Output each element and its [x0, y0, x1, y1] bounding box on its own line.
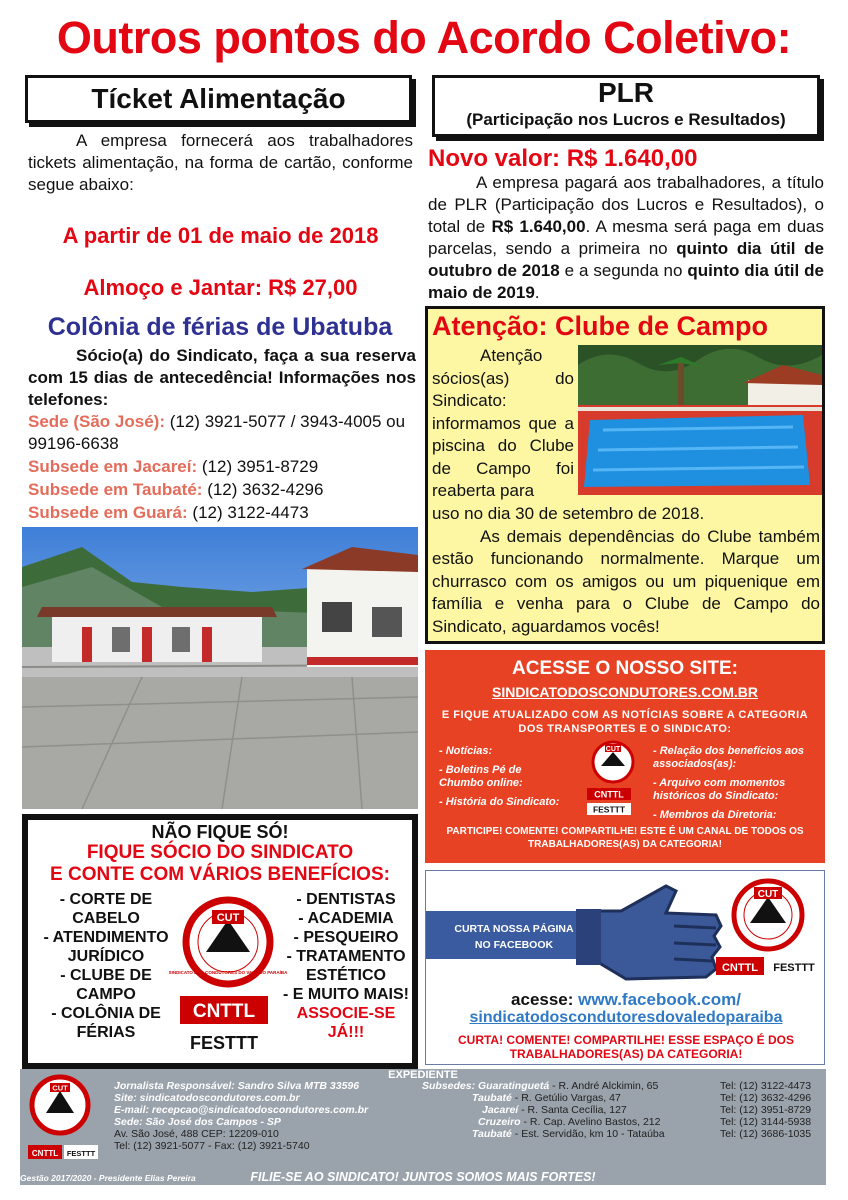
plr-value-line: Novo valor: R$ 1.640,00: [428, 145, 698, 172]
ticket-title: Tícket Alimentação: [25, 75, 412, 123]
site-title: ACESSE O NOSSO SITE:: [512, 658, 738, 679]
phone-value: (12) 3951-8729: [201, 457, 319, 476]
list-item[interactable]: - Arquivo com momentos históricos do Sindicato:: [653, 777, 786, 802]
plr-text-2: . A mesma será paga em duas parcelas, sendo a primeira no: [428, 217, 824, 258]
site-right-list: [653, 745, 823, 828]
socio-line-3: E CONTE COM VÁRIOS BENEFÍCIOS:: [50, 864, 390, 885]
festtt-logo-text: FESTTT: [592, 804, 626, 815]
curta-line-2: NO FACEBOOK: [474, 939, 554, 951]
colonia-title: Colônia de férias de Ubatuba: [47, 313, 393, 341]
cut-logo-text: CUT: [52, 1083, 68, 1093]
associe-text: ASSOCIE-SE JÁ!!!: [296, 1005, 396, 1041]
footer-sede: Sede: São José dos Campos - SP: [114, 1116, 281, 1128]
phone-label: Subsede em Taubaté:: [28, 480, 203, 499]
facebook-logos: [716, 877, 820, 987]
facebook-note: CURTA! COMENTE! COMPARTILHE! ESSE ESPAÇO É DOS TRABALHADORES(AS) DA CATEGORIA!: [457, 1033, 794, 1061]
ring-text: SINDICATO DOS CONDUTORES DO VALE DO PARAÍBA: [168, 970, 288, 975]
plr-amount: R$ 1.640,00: [491, 217, 586, 236]
list-item: - COLÔNIA DE FÉRIAS: [51, 1005, 161, 1041]
site-logos: [583, 740, 643, 818]
list-item: - CORTE DE CABELO: [59, 891, 153, 927]
cut-logo-text: CUT: [216, 912, 240, 924]
list-item: - E MUITO MAIS!: [283, 986, 409, 1003]
list-item[interactable]: - Notícias:: [439, 745, 493, 757]
subsede-city: Cruzeiro: [478, 1116, 521, 1128]
subsede-address: - R. André Alckimin, 65: [549, 1080, 659, 1092]
clube-text-b: [432, 503, 820, 638]
subsede-city: Jacareí: [482, 1104, 519, 1116]
plr-title-box: [432, 75, 820, 137]
subsede-phone: Tel: (12) 3122-4473: [720, 1080, 812, 1092]
footer: [20, 1069, 826, 1185]
site-footer: PARTICIPE! COMENTE! COMPARTILHE! ESTE É UM CANAL DE TODOS OS TRABALHADORES(AS) DA CATEGORIA!: [446, 826, 804, 850]
cnttl-logo-text: CNTTL: [192, 1001, 256, 1022]
plr-text-4: .: [534, 283, 540, 302]
cnttl-logo-text: CNTTL: [721, 962, 759, 974]
facebook-page-link[interactable]: sindicatodoscondutoresdovaledoparaiba: [469, 1009, 783, 1026]
cnttl-logo-text: CNTTL: [594, 789, 624, 800]
subsede-city: Taubaté: [472, 1128, 512, 1140]
facebook-acesse: [426, 990, 826, 1010]
facebook-acesse-url[interactable]: www.facebook.com/: [578, 990, 741, 1009]
clube-text-a: Atenção sócios(as) do Sindicato: informamos que a piscina do Clube de Campo foi reaberta para: [432, 346, 574, 500]
list-item: - DENTISTAS: [296, 891, 396, 908]
footer-email[interactable]: E-mail: recepcao@sindicatodoscondutores.com.br: [114, 1104, 369, 1116]
plr-title: PLR: [598, 77, 654, 108]
subsede-address: - R. Getúlio Vargas, 47: [511, 1092, 621, 1104]
cnttl-logo-text: CNTTL: [31, 1149, 59, 1158]
footer-subsede-4: [472, 1129, 665, 1141]
curta-line-1: CURTA NOSSA PÁGINA: [454, 923, 574, 935]
phone-value: (12) 3632-4296: [207, 480, 324, 499]
facebook-box: [425, 870, 825, 1065]
subsede-city: Subsedes: Guaratinguetá: [422, 1080, 550, 1092]
socio-line-2: FIQUE SÓCIO DO SINDICATO: [86, 842, 354, 863]
facebook-curta: [434, 917, 594, 957]
list-item[interactable]: - História do Sindicato:: [439, 796, 560, 808]
facebook-acesse-label: acesse:: [511, 990, 574, 1009]
list-item: - ACADEMIA: [298, 910, 394, 927]
phone-value: (12) 3122-4473: [192, 503, 309, 522]
plr-subtitle: (Participação nos Lucros e Resultados): [466, 110, 786, 129]
footer-filie: FILIE-SE AO SINDICATO! JUNTOS SOMOS MAIS FORTES!: [250, 1170, 596, 1184]
list-item: - PESQUEIRO: [293, 929, 399, 946]
subsede-phone: Tel: (12) 3632-4296: [720, 1092, 812, 1104]
plr-date-1: quinto dia útil de outubro de 2018: [428, 239, 824, 280]
ticket-meal-line: Almoço e Jantar: R$ 27,00: [83, 275, 358, 300]
subsede-phone: Tel: (12) 3951-8729: [720, 1104, 812, 1116]
clube-text-b1: uso no dia 30 de setembro de 2018.: [432, 504, 705, 523]
plr-date-2: quinto dia útil de maio de 2019: [428, 261, 824, 302]
footer-logo: [28, 1073, 98, 1177]
phone-label: Sede (São José):: [28, 412, 165, 431]
subsede-phone: Tel: (12) 3686-1035: [720, 1128, 812, 1140]
subsede-city: Taubaté: [472, 1092, 512, 1104]
colonia-photo: [22, 527, 418, 809]
plr-text-3: e a segunda no: [559, 261, 688, 280]
phone-line-sede: [28, 411, 418, 455]
list-item[interactable]: - Relação dos benefícios aos associados(as):: [653, 745, 804, 770]
list-item: - TRATAMENTO ESTÉTICO: [286, 948, 406, 984]
footer-address: Av. São José, 488 CEP: 12209-010: [114, 1128, 279, 1140]
footer-subsede-3: [478, 1117, 660, 1129]
phone-line-taubate: [28, 479, 418, 501]
cut-logo-text: CUT: [605, 746, 621, 753]
list-item: - ATENDIMENTO JURÍDICO: [43, 929, 169, 965]
socio-box: [22, 814, 418, 1069]
list-item[interactable]: - Membros da Diretoria:: [653, 809, 777, 821]
phone-label: Subsede em Jacareí:: [28, 457, 198, 476]
footer-subsede-2: [482, 1105, 627, 1117]
footer-subsede-1: [472, 1093, 621, 1105]
clube-box: [425, 306, 825, 644]
list-item: - CLUBE DE CAMPO: [60, 967, 152, 1003]
subsede-address: - R. Cap. Avelino Bastos, 212: [520, 1116, 661, 1128]
socio-logos: [168, 898, 288, 1060]
main-title: Outros pontos do Acordo Coletivo:: [56, 12, 792, 63]
subsede-phone: Tel: (12) 3144-5938: [720, 1116, 812, 1128]
footer-site[interactable]: Site: sindicatodoscondutores.com.br: [114, 1092, 300, 1104]
site-box: [425, 650, 825, 863]
clube-title: Atenção: Clube de Campo: [432, 311, 769, 341]
ticket-text: A empresa fornecerá aos trabalhadores tickets alimentação, na forma de cartão, conforme segue abaixo:: [28, 131, 413, 194]
festtt-logo-text: FESTTT: [773, 962, 815, 974]
socio-line-1: NÃO FIQUE SÓ!: [151, 822, 289, 842]
phone-value: (12) 3921-5077 / 3943-4005 ou 99196-6638: [28, 412, 406, 453]
phone-line-guara: [28, 502, 418, 524]
site-url-link[interactable]: SINDICATODOSCONDUTORES.COM.BR: [491, 684, 758, 700]
festtt-logo-text: FESTTT: [66, 1149, 96, 1158]
site-intro: E FIQUE ATUALIZADO COM AS NOTÍCIAS SOBRE A CATEGORIA DOS TRANSPORTES E O SINDICATO:: [441, 709, 809, 735]
benefits-right: [282, 890, 410, 1042]
footer-subsede-0: [422, 1081, 658, 1093]
phone-label: Subsede em Guará:: [28, 503, 188, 522]
colonia-text: Sócio(a) do Sindicato, faça a sua reserva com 15 dias de antecedência! Informações nos telefones:: [28, 346, 416, 409]
clube-photo: [578, 345, 822, 495]
list-item[interactable]: - Boletins Pé de Chumbo online:: [439, 764, 523, 789]
benefits-left: [36, 890, 176, 1042]
subsede-address: - Est. Servidão, km 10 - Tataúba: [511, 1128, 665, 1140]
plr-text-1: A empresa pagará aos trabalhadores, a título de PLR (Participação dos Lucros e Resultados), o total de: [428, 173, 824, 236]
subsede-address: - R. Santa Cecília, 127: [518, 1104, 627, 1116]
footer-title: EXPEDIENTE: [388, 1069, 458, 1081]
footer-gestao: Gestão 2017/2020 - Presidente Elias Pereira: [20, 1173, 196, 1183]
site-left-list: [439, 745, 564, 815]
ticket-date-line: A partir de 01 de maio de 2018: [62, 223, 379, 248]
footer-phones: Tel: (12) 3921-5077 - Fax: (12) 3921-5740: [114, 1140, 310, 1152]
festtt-logo-text: FESTTT: [190, 1033, 258, 1053]
footer-journalist: Jornalista Responsável: Sandro Silva MTB 33596: [114, 1080, 360, 1092]
clube-text-b2: As demais dependências do Clube também estão funcionando normalmente. Marque um churrasco com os amigos ou um piquenique em família e venha para o Clube de Campo do Sindicato, aguardamos vocês!: [432, 526, 820, 636]
plr-text: [428, 172, 824, 304]
cut-logo-text: CUT: [757, 889, 779, 900]
phone-line-jacarei: [28, 456, 418, 478]
